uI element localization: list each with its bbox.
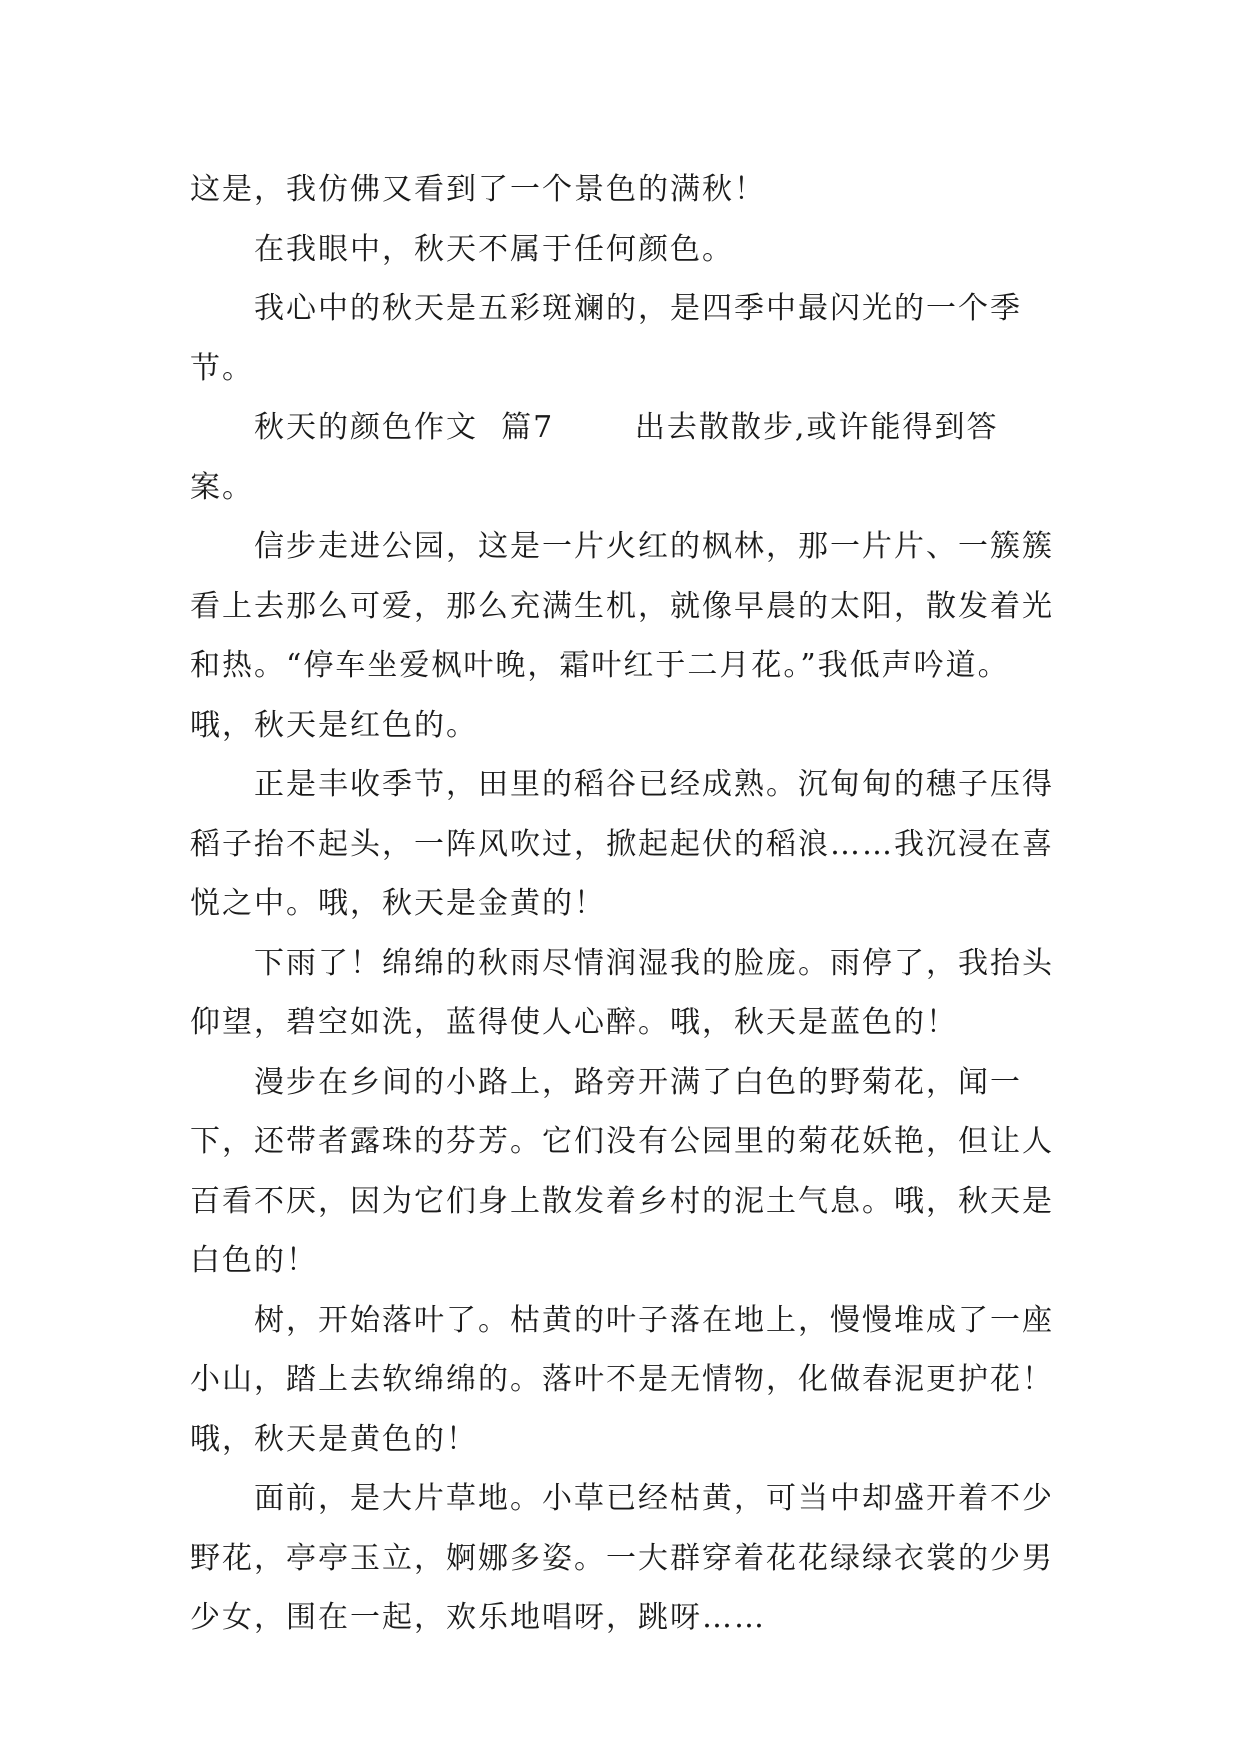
paragraph: 我心中的秋天是五彩斑斓的，是四季中最闪光的一个季节。 xyxy=(190,291,1022,386)
document-body xyxy=(190,160,1060,1648)
paragraph: 下雨了！绵绵的秋雨尽情润湿我的脸庞。雨停了，我抬头仰望，碧空如洗，蓝得使人心醉。哦，秋天是蓝色的！ xyxy=(190,945,1054,1040)
section-heading: 秋天的颜色作文 篇7 出去散散步,或许能得到答案。 xyxy=(190,410,999,505)
paragraph: 这是，我仿佛又看到了一个景色的满秋！ xyxy=(190,172,766,207)
paragraph: 信步走进公园，这是一片火红的枫林，那一片片、一簇簇看上去那么可爱，那么充满生机，就像早晨的太阳，散发着光和热。“停车坐爱枫叶晚，霜叶红于二月花。”我低声吟道。哦，秋天是红色的。 xyxy=(190,529,1054,743)
paragraph: 漫步在乡间的小路上，路旁开满了白色的野菊花，闻一下，还带者露珠的芬芳。它们没有公园里的菊花妖艳，但让人百看不厌，因为它们身上散发着乡村的泥土气息。哦，秋天是白色的！ xyxy=(190,1064,1054,1278)
paragraph: 树，开始落叶了。枯黄的叶子落在地上，慢慢堆成了一座小山，踏上去软绵绵的。落叶不是无情物，化做春泥更护花！哦，秋天是黄色的！ xyxy=(190,1302,1054,1457)
paragraph: 面前，是大片草地。小草已经枯黄，可当中却盛开着不少野花，亭亭玉立，婀娜多姿。一大群穿着花花绿绿衣裳的少男少女，围在一起，欢乐地唱呀，跳呀…… xyxy=(190,1481,1054,1635)
paragraph: 正是丰收季节，田里的稻谷已经成熟。沉甸甸的穗子压得稻子抬不起头，一阵风吹过，掀起起伏的稻浪……我沉浸在喜悦之中。哦，秋天是金黄的！ xyxy=(190,767,1054,921)
paragraph: 在我眼中，秋天不属于任何颜色。 xyxy=(254,231,734,267)
